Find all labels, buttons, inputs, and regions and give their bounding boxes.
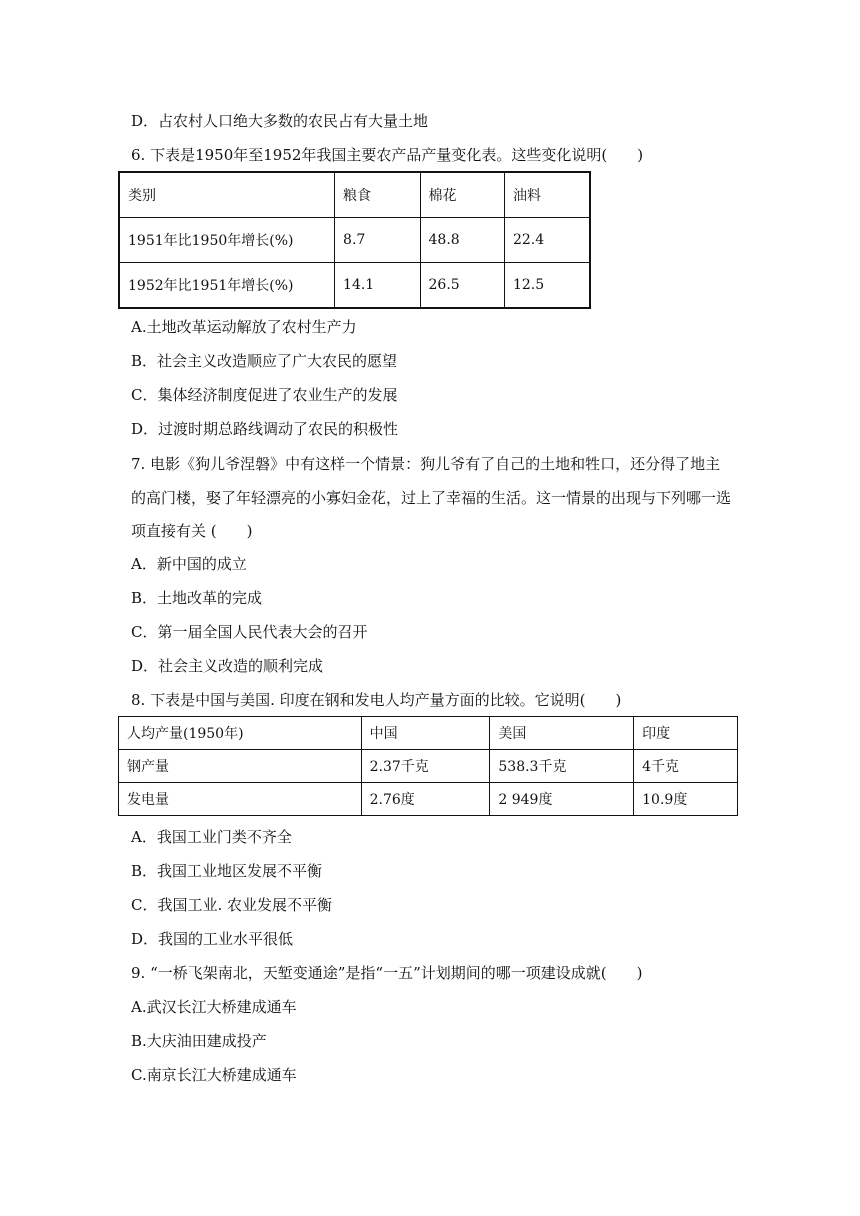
q7-option-d: D．社会主义改造的顺利完成 xyxy=(131,657,324,675)
table-cell: 10.9度 xyxy=(634,783,738,816)
table-header-cell: 油料 xyxy=(504,172,590,218)
q8-stem: 8. 下表是中国与美国. 印度在钢和发电人均产量方面的比较。它说明( ) xyxy=(131,691,622,709)
table-row xyxy=(119,218,590,263)
q5-option-d: D．占农村人口绝大多数的农民占有大量土地 xyxy=(131,112,429,130)
q7-stem-line: 项直接有关 ( ) xyxy=(131,522,253,540)
table-header-cell: 棉花 xyxy=(420,172,504,218)
q7-option-a: A．新中国的成立 xyxy=(131,555,247,573)
table-header-cell: 美国 xyxy=(490,717,634,750)
q6-data-table xyxy=(118,171,591,309)
table-header-row xyxy=(119,717,738,750)
table-cell: 2 949度 xyxy=(490,783,634,816)
table-cell: 2.37千克 xyxy=(361,750,490,783)
table-cell: 48.8 xyxy=(420,218,504,263)
table-cell: 2.76度 xyxy=(361,783,490,816)
table-cell: 14.1 xyxy=(335,263,420,309)
table-cell: 26.5 xyxy=(420,263,504,309)
q9-stem: 9. “一桥飞架南北，天堑变通途”是指“一五”计划期间的哪一项建设成就( ) xyxy=(131,964,643,982)
q6-stem: 6. 下表是1950年至1952年我国主要农产品产量变化表。这些变化说明( ) xyxy=(131,146,644,164)
table-row xyxy=(119,783,738,816)
table-cell: 4千克 xyxy=(634,750,738,783)
q8-option-c: C．我国工业. 农业发展不平衡 xyxy=(131,896,333,914)
q8-option-b: B．我国工业地区发展不平衡 xyxy=(131,862,323,880)
q8-data-table xyxy=(118,716,738,816)
table-cell: 1952年比1951年增长(%) xyxy=(119,263,335,309)
q6-option-a: A.土地改革运动解放了农村生产力 xyxy=(131,318,357,336)
q6-option-b: B．社会主义改造顺应了广大农民的愿望 xyxy=(131,352,398,370)
table-row xyxy=(119,263,590,309)
table-cell: 发电量 xyxy=(119,783,362,816)
q9-option-c: C.南京长江大桥建成通车 xyxy=(131,1066,297,1084)
q6-option-c: C．集体经济制度促进了农业生产的发展 xyxy=(131,386,398,404)
q7-stem-line: 7. 电影《狗儿爷涅磐》中有这样一个情景：狗儿爷有了自己的土地和牲口，还分得了地主 xyxy=(131,455,721,473)
q7-stem-line: 的高门楼，娶了年轻漂亮的小寡妇金花，过上了幸福的生活。这一情景的出现与下列哪一选 xyxy=(131,489,732,507)
table-header-cell: 印度 xyxy=(634,717,738,750)
table-cell: 22.4 xyxy=(504,218,590,263)
table-cell: 1951年比1950年增长(%) xyxy=(119,218,335,263)
table-row xyxy=(119,750,738,783)
table-header-cell: 粮食 xyxy=(335,172,420,218)
table-cell: 钢产量 xyxy=(119,750,362,783)
table-header-cell: 中国 xyxy=(361,717,490,750)
q7-option-b: B．土地改革的完成 xyxy=(131,589,263,607)
q9-option-a: A.武汉长江大桥建成通车 xyxy=(131,998,297,1016)
q6-option-d: D．过渡时期总路线调动了农民的积极性 xyxy=(131,420,399,438)
q9-option-b: B.大庆油田建成投产 xyxy=(131,1032,267,1050)
table-header-cell: 类别 xyxy=(119,172,335,218)
q8-option-d: D．我国的工业水平很低 xyxy=(131,930,294,948)
table-cell: 538.3千克 xyxy=(490,750,634,783)
table-cell: 12.5 xyxy=(504,263,590,309)
table-cell: 8.7 xyxy=(335,218,420,263)
table-header-row xyxy=(119,172,590,218)
q7-option-c: C．第一届全国人民代表大会的召开 xyxy=(131,623,368,641)
q8-option-a: A．我国工业门类不齐全 xyxy=(131,828,292,846)
table-header-cell: 人均产量(1950年) xyxy=(119,717,362,750)
